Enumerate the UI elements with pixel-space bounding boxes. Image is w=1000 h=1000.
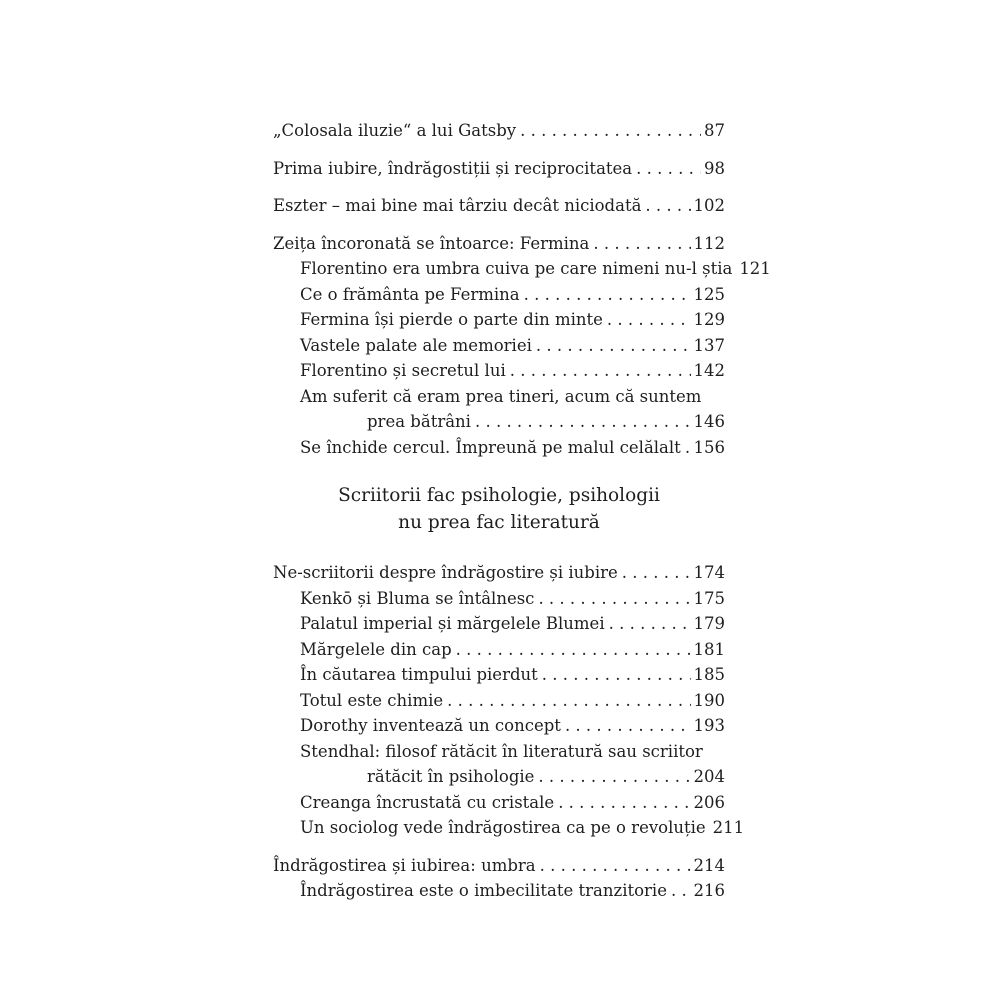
toc-subentry	[273, 307, 725, 333]
toc-subentry-wrapped-line2	[273, 764, 725, 790]
dot-leader	[636, 156, 701, 182]
dot-leader	[538, 586, 690, 612]
toc-entry-title: Totul este chimie	[300, 690, 444, 710]
toc-entry-title: Dorothy inventează un concept	[300, 716, 561, 735]
dot-leader	[565, 713, 691, 739]
toc-entry-umbra	[273, 853, 725, 879]
toc-entry-page: 204	[693, 767, 725, 786]
toc-subentry	[273, 713, 725, 739]
dot-leader	[447, 688, 690, 714]
section-heading-line1: Scriitorii fac psihologie, psihologii	[338, 485, 660, 506]
toc-subentry	[273, 637, 725, 663]
toc-entry-title: Îndrăgostirea este o imbecilitate tranzitorie	[300, 881, 667, 900]
toc-subentry	[273, 688, 725, 714]
toc-entry-page: 216	[693, 881, 725, 900]
dot-leader	[609, 611, 691, 637]
toc-subentry	[273, 282, 725, 308]
toc-entry-title: prea bătrâni	[367, 412, 471, 431]
toc-entry-page: 174	[693, 563, 725, 582]
toc-entry-title: Palatul imperial și mărgelele Blumei	[300, 614, 605, 633]
toc-entry-page: 146	[693, 412, 725, 431]
dot-leader	[671, 878, 691, 904]
dot-leader	[510, 358, 691, 384]
toc-entry-page: 121	[739, 259, 771, 278]
toc-entry-page: 185	[693, 665, 725, 684]
toc-entry-page: 206	[693, 792, 725, 812]
section-heading-line2: nu prea fac literatură	[398, 512, 600, 533]
toc-subentry	[273, 256, 771, 282]
toc-entry-page: 87	[704, 121, 725, 140]
dot-leader	[456, 637, 691, 663]
toc-entry-title: Kenkō și Bluma se întâlnesc	[300, 588, 535, 608]
toc-entry-page: 179	[693, 614, 725, 633]
toc-entry-title: „Colosala iluzie“ a lui Gatsby	[273, 121, 517, 140]
toc-entry-title: Prima iubire, îndrăgostiții și reciprocitatea	[273, 158, 633, 178]
toc-subentry	[273, 435, 725, 461]
toc-entry-nescriitorii	[273, 560, 725, 586]
toc-entry-title: rătăcit în psihologie	[367, 767, 535, 786]
toc-subentry	[273, 333, 725, 359]
dot-leader	[540, 853, 691, 879]
toc-entry-page: 193	[693, 716, 725, 735]
toc-entry-eszter	[273, 193, 725, 219]
toc-entry-title: Îndrăgostirea și iubirea: umbra	[273, 855, 536, 875]
dot-leader	[536, 333, 691, 359]
toc-entry-title: Ce o frământa pe Fermina	[300, 284, 520, 304]
toc-entry-page: 181	[693, 639, 725, 659]
table-of-contents	[273, 118, 771, 904]
toc-entry-page: 129	[693, 310, 725, 329]
dot-leader	[538, 764, 690, 790]
toc-entry-page: 125	[693, 284, 725, 304]
dot-leader	[524, 282, 691, 308]
dot-leader	[607, 307, 691, 333]
toc-entry-page: 175	[693, 588, 725, 608]
toc-entry-page: 211	[712, 818, 745, 837]
toc-subentry	[273, 611, 725, 637]
dot-leader	[558, 790, 690, 816]
toc-entry-prima-iubire	[273, 156, 725, 182]
toc-entry-page: 190	[693, 690, 725, 710]
toc-entry-gatsby	[273, 118, 725, 144]
toc-subentry	[273, 358, 725, 384]
toc-entry-page: 137	[693, 335, 725, 355]
dot-leader	[645, 193, 690, 219]
toc-subentry	[273, 662, 725, 688]
toc-entry-title: Eszter – mai bine mai târziu decât niciodată	[273, 196, 642, 215]
toc-entry-page: 214	[693, 855, 725, 875]
toc-subentry-wrapped-line1: Stendhal: filosof rătăcit în literatură sau scriitor	[300, 741, 703, 761]
toc-entry-title: Se închide cercul. Împreună pe malul celălalt	[300, 437, 681, 457]
dot-leader	[593, 231, 690, 257]
toc-subentry	[273, 790, 725, 816]
dot-leader	[685, 435, 691, 461]
toc-entry-page: 98	[704, 158, 725, 178]
dot-leader	[542, 662, 691, 688]
toc-entry-page: 112	[693, 233, 725, 253]
toc-entry-title: În căutarea timpului pierdut	[300, 665, 538, 684]
toc-entry-fermina	[273, 231, 725, 257]
toc-entry-title: Fermina își pierde o parte din minte	[300, 310, 603, 329]
dot-leader	[520, 118, 701, 144]
toc-subentry	[273, 815, 745, 841]
section-heading	[273, 482, 725, 536]
toc-entry-page: 156	[693, 437, 725, 457]
toc-entry-title: Mărgelele din cap	[300, 639, 452, 659]
toc-subentry-wrapped-line2	[273, 409, 725, 435]
toc-entry-page: 142	[693, 361, 725, 380]
toc-entry-title: Zeița încoronată se întoarce: Fermina	[273, 233, 590, 253]
toc-entry-title: Un sociolog vede îndrăgostirea ca pe o revoluție	[300, 818, 706, 837]
toc-entry-title: Florentino și secretul lui	[300, 361, 506, 380]
toc-entry-title: Florentino era umbra cuiva pe care nimeni nu-l știa	[300, 259, 733, 278]
toc-entry-page: 102	[693, 196, 725, 215]
toc-entry-title: Ne-scriitorii despre îndrăgostire și iubire	[273, 563, 618, 582]
toc-subentry-wrapped-line1: Am suferit că eram prea tineri, acum că suntem	[300, 386, 702, 406]
toc-entry-title: Vastele palate ale memoriei	[300, 335, 532, 355]
dot-leader	[475, 409, 691, 435]
toc-subentry	[273, 878, 725, 904]
toc-entry-title: Creanga încrustată cu cristale	[300, 792, 555, 812]
toc-subentry	[273, 586, 725, 612]
dot-leader	[622, 560, 691, 586]
